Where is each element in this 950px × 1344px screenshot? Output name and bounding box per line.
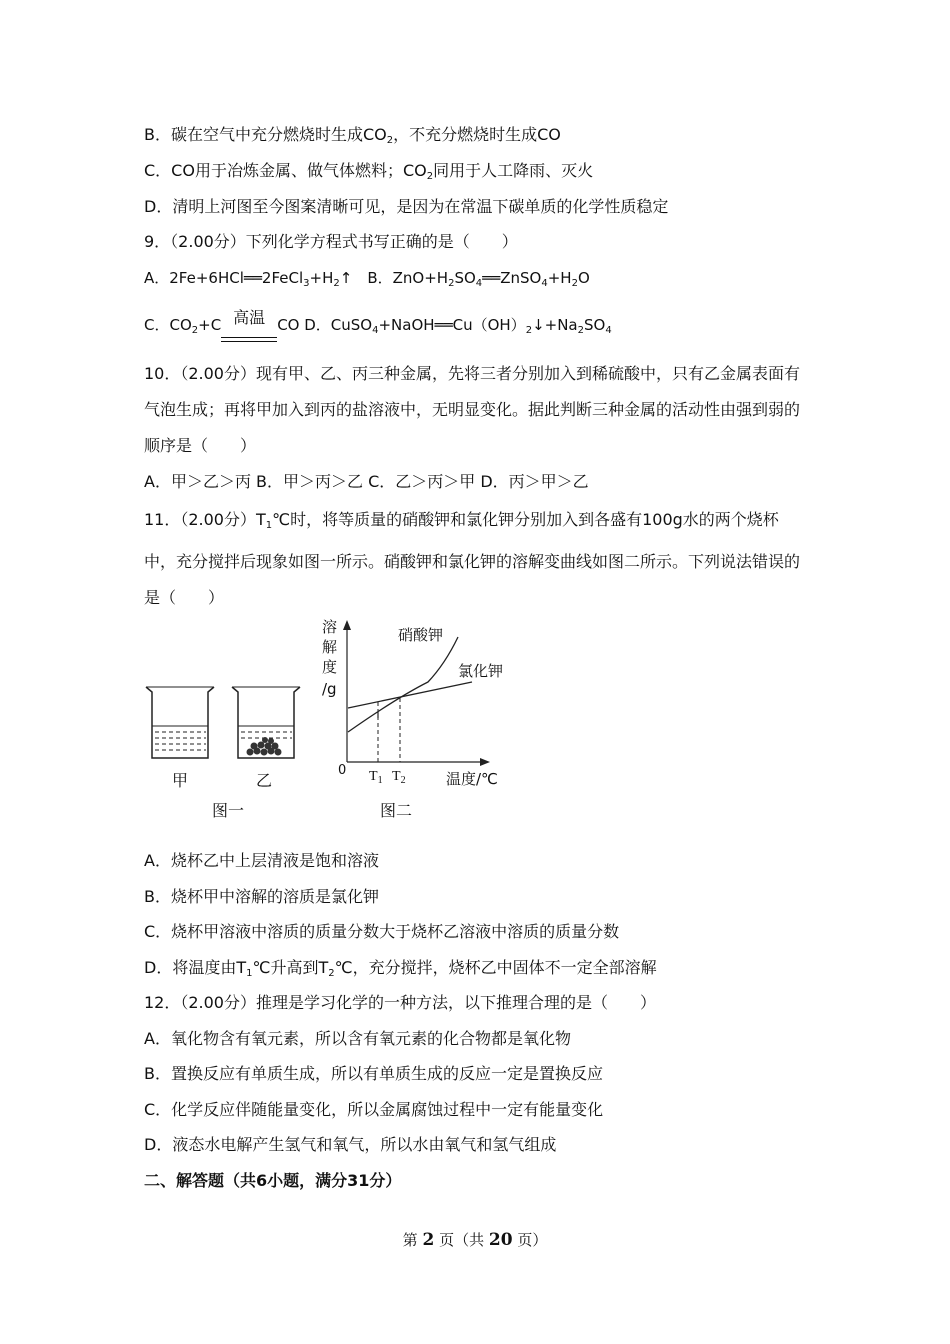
q12-option-b: B．置换反应有单质生成，所以有单质生成的反应一定是置换反应 [144, 1064, 603, 1083]
q10-options: A．甲＞乙＞丙 B．甲＞丙＞乙 C．乙＞丙＞甲 D．丙＞甲＞乙 [144, 472, 589, 491]
q9-options-cd: C．$CO_2+C$ 高温 CO D．$CuSO_4+NaOH══Cu(OH)_2↓+Na_2SO_4$ [144, 314, 612, 342]
beaker-jia [146, 687, 214, 758]
solubility-figure [140, 612, 520, 842]
yaxis-label-1: 溶 [322, 618, 338, 636]
q11-stem: 11．（2.00分）$T_1℃$时，将等质量的硝酸钾和氯化钾分别加入到各盛有100g水的两个烧杯中，充分搅拌后现象如图一所示。硝酸钾和氯化钾的溶解变曲线如图二所示。下列说法错误的是（ ） [144, 510, 801, 607]
kno3-curve [348, 637, 458, 732]
q8-option-b: B．碳在空气中充分燃烧时生成$CO_2$，不充分燃烧时生成CO [144, 125, 561, 146]
yaxis-label-2: 解 [322, 638, 338, 656]
q12-option-d: D．液态水电解产生氢气和氧气，所以水由氧气和氢气组成 [144, 1135, 557, 1154]
q9-stem: 9．（2.00分）下列化学方程式书写正确的是（ ） [144, 232, 518, 251]
xaxis-label: 温度/℃ [446, 770, 498, 788]
yaxis-label-4: /g [322, 680, 337, 698]
beaker1-label: 甲 [171, 771, 189, 790]
figure-svg [140, 612, 520, 842]
q12-option-a: A．氧化物含有氧元素，所以含有氧元素的化合物都是氧化物 [144, 1029, 571, 1048]
q12-stem: 12．（2.00分）推理是学习化学的一种方法，以下推理合理的是（ ） [144, 993, 656, 1012]
kcl-curve [348, 682, 472, 708]
q9-options-ab: A．$2Fe+6HCl══2FeCl_3+H_2↑$ B．$ZnO+H_2SO_4══ZnSO_4+H_2O$ [144, 269, 590, 289]
kcl-label: 氯化钾 [458, 662, 504, 680]
q8-option-d: D．清明上河图至今图案清晰可见，是因为在常温下碳单质的化学性质稳定 [144, 197, 669, 216]
figure1-label: 图一 [211, 801, 245, 820]
undissolved-solid [247, 737, 282, 756]
beaker-yi [232, 687, 300, 758]
q10-stem: 10．（2.00分）现有甲、乙、丙三种金属，先将三者分别加入到稀硫酸中，只有乙金属表面有气泡生成；再将甲加入到丙的盐溶液中，无明显变化。据此判断三种金属的活动性由强到弱的顺序是（ ） [144, 364, 801, 455]
yaxis-label-3: 度 [322, 658, 338, 676]
q8-option-c: C．CO用于冶炼金属、做气体燃料；$CO_2$同用于人工降雨、灭火 [144, 161, 594, 182]
q12-option-c: C．化学反应伴随能量变化，所以金属腐蚀过程中一定有能量变化 [144, 1100, 604, 1119]
kno3-label: 硝酸钾 [398, 626, 444, 644]
section-heading: 二、解答题（共6小题，满分31分） [144, 1171, 402, 1190]
origin-label: 0 [338, 763, 347, 778]
beaker2-label: 乙 [255, 771, 273, 790]
q11-option-c: C．烧杯甲溶液中溶质的质量分数大于烧杯乙溶液中溶质的质量分数 [144, 922, 620, 941]
q11-option-d: D．将温度由$T_1℃$升高到$T_2℃$，充分搅拌，烧杯乙中固体不一定全部溶解 [144, 958, 657, 979]
q11-option-b: B．烧杯甲中溶解的溶质是氯化钾 [144, 887, 379, 906]
q11-option-a: A．烧杯乙中上层清液是饱和溶液 [144, 851, 379, 870]
page-footer: 第 2 页（共 20 页） [402, 1230, 548, 1250]
high-temperature-condition: 高温 [221, 325, 277, 342]
figure2-label: 图二 [379, 801, 413, 820]
t1-label: $T_1$ [369, 769, 383, 786]
t2-label: $T_2$ [392, 769, 406, 786]
